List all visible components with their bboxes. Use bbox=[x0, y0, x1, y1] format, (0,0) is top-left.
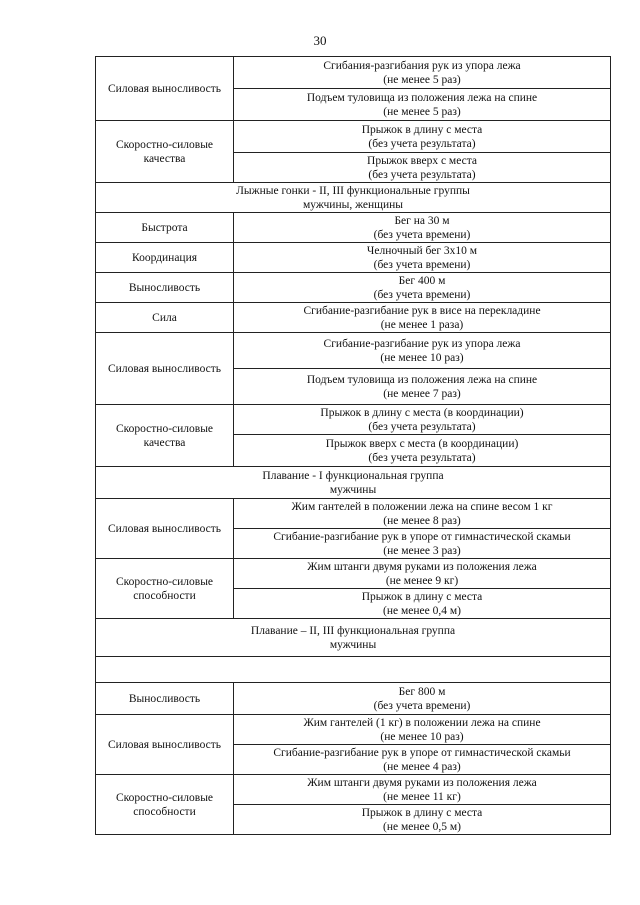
test-line: Сгибания-разгибания рук из упора лежа bbox=[323, 59, 521, 72]
test-line: Жим штанги двумя руками из положения лежа bbox=[307, 560, 537, 573]
table-row bbox=[96, 683, 611, 715]
test-line: Подъем туловища из положения лежа на спине bbox=[306, 91, 538, 104]
table-row bbox=[96, 333, 611, 369]
test-line: (не менее 4 раз) bbox=[383, 760, 461, 773]
test-cell bbox=[234, 273, 611, 303]
test-line: Прыжок в длину с места (в координации) bbox=[320, 406, 524, 419]
norms-table bbox=[95, 56, 611, 835]
test-line: (без учета результата) bbox=[368, 168, 476, 181]
quality-label-line: Скоростно-силовые bbox=[115, 422, 214, 435]
test-line: Прыжок вверх с места bbox=[367, 154, 477, 167]
test-line: Жим штанги двумя руками из положения лежа bbox=[307, 776, 537, 789]
quality-label bbox=[96, 121, 234, 183]
quality-label-line: Координация bbox=[131, 251, 198, 264]
test-cell bbox=[234, 333, 611, 369]
section-header-line: Лыжные гонки - II, III функциональные группы bbox=[236, 184, 470, 197]
test-line: (не менее 10 раз) bbox=[380, 351, 464, 364]
test-line: (не менее 11 кг) bbox=[383, 790, 461, 803]
quality-label bbox=[96, 303, 234, 333]
test-line: (не менее 9 кг) bbox=[385, 574, 459, 587]
test-cell bbox=[234, 243, 611, 273]
section-header-line: мужчины bbox=[329, 638, 377, 651]
section-header-row bbox=[96, 619, 611, 657]
test-line: Прыжок в длину с места bbox=[361, 806, 483, 819]
table-row bbox=[96, 303, 611, 333]
section-header-cell bbox=[96, 183, 611, 213]
table-row bbox=[96, 121, 611, 153]
table-row bbox=[96, 57, 611, 89]
table-row bbox=[96, 715, 611, 745]
test-line: (не менее 8 раз) bbox=[383, 514, 461, 527]
table-row bbox=[96, 559, 611, 589]
test-cell bbox=[234, 745, 611, 775]
test-cell bbox=[234, 589, 611, 619]
test-line: (без учета времени) bbox=[373, 258, 471, 271]
quality-label bbox=[96, 715, 234, 775]
quality-label-line: Сила bbox=[152, 311, 177, 324]
test-line: (без учета времени) bbox=[373, 699, 471, 712]
test-cell bbox=[234, 303, 611, 333]
quality-label-line: Силовая выносливость bbox=[108, 522, 221, 535]
section-header-line: мужчины, женщины bbox=[302, 198, 404, 211]
test-cell bbox=[234, 529, 611, 559]
test-cell bbox=[234, 805, 611, 835]
test-cell bbox=[234, 499, 611, 529]
section-header-row bbox=[96, 467, 611, 499]
test-line: (не менее 1 раза) bbox=[380, 318, 464, 331]
test-line: (не менее 5 раз) bbox=[383, 73, 461, 86]
table-row bbox=[96, 775, 611, 805]
test-cell bbox=[234, 559, 611, 589]
test-line: Челночный бег 3х10 м bbox=[366, 244, 478, 257]
test-line: (без учета времени) bbox=[373, 228, 471, 241]
test-line: (не менее 5 раз) bbox=[383, 105, 461, 118]
test-line: (без учета времени) bbox=[373, 288, 471, 301]
quality-label-line: Выносливость bbox=[128, 281, 201, 294]
quality-label-line: Скоростно-силовые bbox=[115, 791, 214, 804]
quality-label-line: Силовая выносливость bbox=[108, 362, 221, 375]
test-line: (без учета результата) bbox=[368, 137, 476, 150]
quality-label-line: Быстрота bbox=[141, 221, 188, 234]
test-cell bbox=[234, 89, 611, 121]
section-header-line: Плавание - I функциональная группа bbox=[262, 469, 444, 482]
quality-label bbox=[96, 405, 234, 467]
test-cell bbox=[234, 775, 611, 805]
page-number: 30 bbox=[313, 33, 327, 48]
table-row bbox=[96, 213, 611, 243]
section-header-line: мужчины bbox=[329, 483, 377, 496]
empty-cell bbox=[96, 657, 611, 683]
test-cell bbox=[234, 435, 611, 467]
quality-label-line: Силовая выносливость bbox=[108, 738, 221, 751]
test-line: Бег 800 м bbox=[398, 685, 446, 698]
section-header-cell bbox=[96, 619, 611, 657]
test-cell bbox=[234, 213, 611, 243]
test-line: Сгибание-разгибание рук в висе на перекладине bbox=[303, 304, 541, 317]
test-line: (не менее 0,4 м) bbox=[383, 604, 461, 617]
quality-label bbox=[96, 683, 234, 715]
test-line: (без учета результата) bbox=[368, 420, 476, 433]
table-row bbox=[96, 273, 611, 303]
empty-row bbox=[96, 657, 611, 683]
test-cell bbox=[234, 57, 611, 89]
quality-label bbox=[96, 775, 234, 835]
test-line: Прыжок в длину с места bbox=[361, 123, 483, 136]
test-line: (не менее 0,5 м) bbox=[383, 820, 461, 833]
test-line: (не менее 10 раз) bbox=[380, 730, 464, 743]
test-line: (не менее 3 раз) bbox=[383, 544, 461, 557]
test-line: Бег 400 м bbox=[398, 274, 446, 287]
quality-label bbox=[96, 273, 234, 303]
test-cell bbox=[234, 405, 611, 435]
test-line: (не менее 7 раз) bbox=[383, 387, 461, 400]
quality-label bbox=[96, 559, 234, 619]
test-line: Сгибание-разгибание рук в упоре от гимнастической скамьи bbox=[273, 530, 571, 543]
table-row bbox=[96, 243, 611, 273]
test-cell bbox=[234, 715, 611, 745]
quality-label bbox=[96, 333, 234, 405]
quality-label bbox=[96, 213, 234, 243]
section-header-cell bbox=[96, 467, 611, 499]
test-line: Бег на 30 м bbox=[394, 214, 450, 227]
test-cell bbox=[234, 683, 611, 715]
quality-label-line: качества bbox=[143, 152, 186, 165]
quality-label-line: способности bbox=[133, 805, 196, 818]
quality-label bbox=[96, 243, 234, 273]
table-row bbox=[96, 499, 611, 529]
quality-label-line: Выносливость bbox=[128, 692, 201, 705]
test-line: Прыжок в длину с места bbox=[361, 590, 483, 603]
section-header-line: Плавание – II, III функциональная группа bbox=[250, 624, 456, 637]
quality-label bbox=[96, 499, 234, 559]
test-line: Прыжок вверх с места (в координации) bbox=[325, 437, 519, 450]
test-line: (без учета результата) bbox=[368, 451, 476, 464]
test-line: Подъем туловища из положения лежа на спине bbox=[306, 373, 538, 386]
test-cell bbox=[234, 121, 611, 153]
test-line: Жим гантелей (1 кг) в положении лежа на спине bbox=[303, 716, 541, 729]
quality-label-line: Силовая выносливость bbox=[108, 82, 221, 95]
table-row bbox=[96, 405, 611, 435]
quality-label-line: Скоростно-силовые bbox=[115, 575, 214, 588]
section-header-row bbox=[96, 183, 611, 213]
quality-label-line: качества bbox=[143, 436, 186, 449]
quality-label-line: способности bbox=[133, 589, 196, 602]
test-cell bbox=[234, 369, 611, 405]
test-cell bbox=[234, 153, 611, 183]
quality-label bbox=[96, 57, 234, 121]
test-line: Жим гантелей в положении лежа на спине весом 1 кг bbox=[291, 500, 553, 513]
test-line: Сгибание-разгибание рук в упоре от гимнастической скамьи bbox=[273, 746, 571, 759]
test-line: Сгибание-разгибание рук из упора лежа bbox=[323, 337, 521, 350]
quality-label-line: Скоростно-силовые bbox=[115, 138, 214, 151]
